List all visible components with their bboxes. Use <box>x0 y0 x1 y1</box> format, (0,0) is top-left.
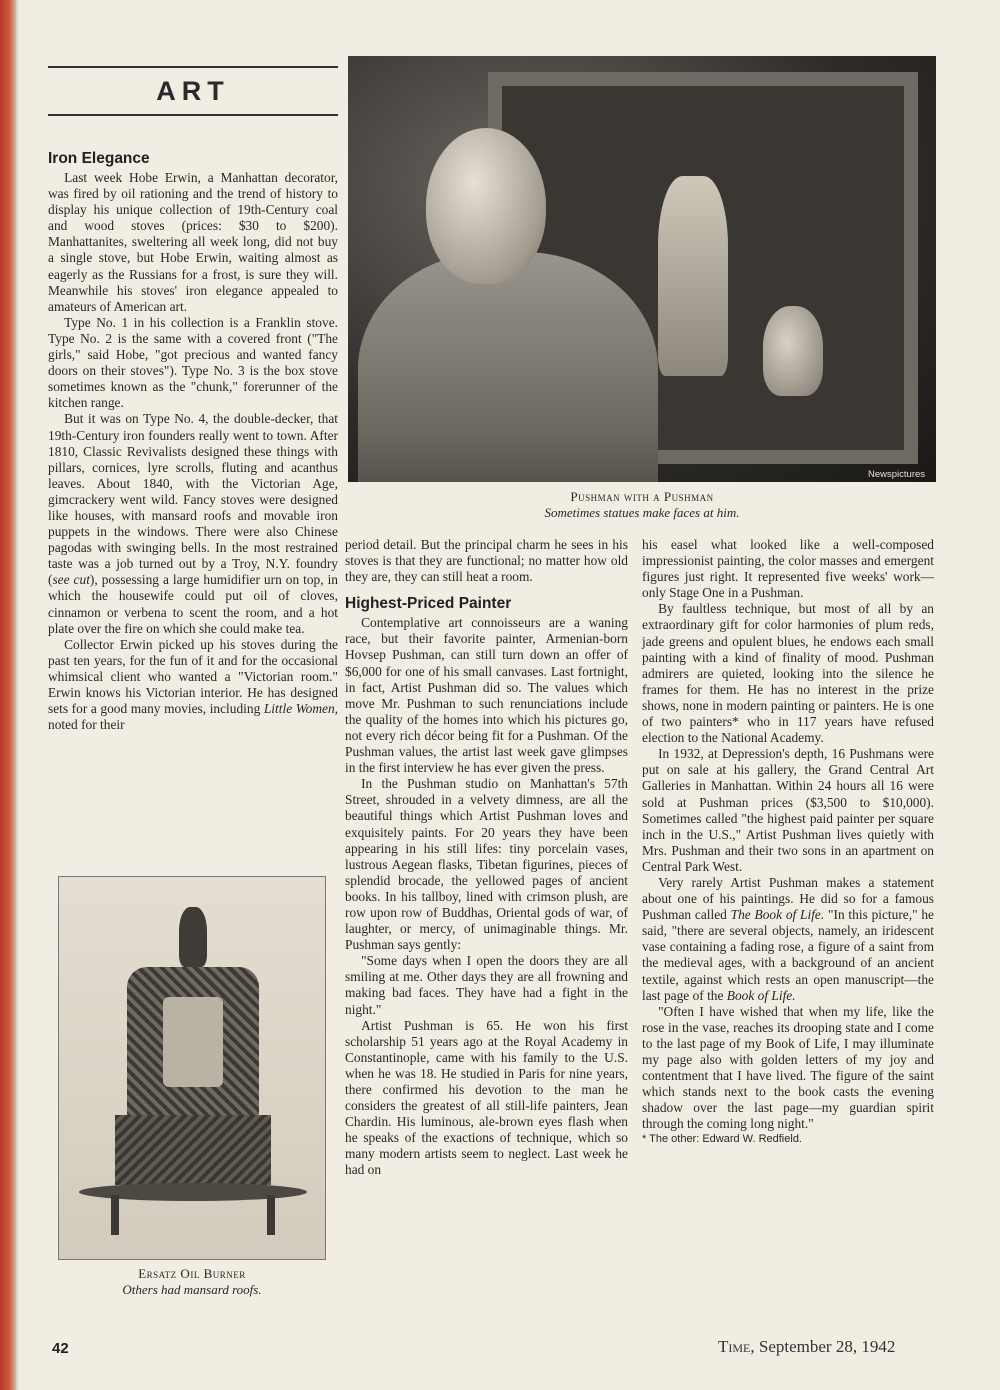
footnote: * The other: Edward W. Redfield. <box>642 1133 802 1146</box>
stove-photo <box>58 876 326 1260</box>
article1-paragraph: Type No. 1 in his collection is a Franklin stove. Type No. 2 is the same with a covered front ("The girls," said Hobe, "got precious and wanted fancy doors on their stoves"). Type No. 3 is the box stove sometimes known as the "chunk," forerunner of the kitchen range. <box>48 314 338 411</box>
stove-urn <box>179 907 207 967</box>
photo1-caption <box>348 489 936 521</box>
magazine-name: Time <box>718 1337 751 1356</box>
article1-paragraph: Last week Hobe Erwin, a Manhattan decorator, was fired by oil rationing and the trend of history to display his unique collection of 19th-Century coal and wood stoves (prices: $30 to $200). Manhattanites, sweltering all week long, did not buy a single stove, but Hobe Erwin, waiting almost as eagerly as the Russians for a frost, is sure they will. Meanwhile his stoves' iron elegance appealed to amateurs of American art. <box>48 170 338 314</box>
stove-leg <box>267 1195 275 1235</box>
magazine-page <box>18 0 1000 1390</box>
article1-paragraph: period detail. But the principal charm he sees in his stoves is that they are functional; no matter how old they are, they can still heat a room. <box>345 537 628 585</box>
article2-paragraph: Contemplative art connoisseurs are a waning race, but their favorite painter, Armenian-born Hovsep Pushman, can still turn down an offer of $6,000 for one of his small canvases. Last fortnight, in fact, Artist Pushman did so. The values which move Mr. Pushman to such renunciations include the quality of the homes into which his pictures go, not every rich décor being fit for a Pushman. Of the Pushman values, the artist last week gave glimpses in the first interview he has ever given the press. <box>345 615 628 776</box>
section-rule-top <box>48 66 338 68</box>
article2-headline: Highest-Priced Painter <box>345 595 512 613</box>
photo2-caption-title: Ersatz Oil Burner <box>138 1266 246 1281</box>
article2-paragraph: In the Pushman studio on Manhattan's 57th Street, shrouded in a velvety dimness, are all the beautiful things which Artist Pushman loves and exquisitely paints. For 20 years they have been appearing in his still lifes: tiny porcelain vases, lustrous Aegean flasks, Tibetan figurines, pieces of splendid brocade, the yellowed pages of ancient books. In his tallboy, lined with crimson plush, are row upon row of Buddhas, Oriental gods of war, of laughter, or mercy, of unimaginable things. Mr. Pushman says gently: <box>345 776 628 953</box>
article2-paragraph: his easel what looked like a well-composed impressionist painting, the color masses and emergent figures just right. It represented five weeks' work—only Stage One in a Pushman. <box>642 537 934 601</box>
page-number: 42 <box>52 1340 69 1357</box>
vase-figure <box>763 306 823 396</box>
pushman-photo <box>348 56 936 482</box>
article2-paragraph: Very rarely Artist Pushman makes a statement about one of his paintings. He did so for a famous Pushman called The Book of Life. "In this picture," he said, "there are several objects, namely, an iridescent vase containing a fading rose, a figure of a saint from the medieval ages, with a background of an ancient textile, against which rests an open manuscript—the last page of the Book of Life. <box>642 874 934 1003</box>
article1-paragraph: But it was on Type No. 4, the double-decker, that 19th-Century iron founders really went to town. After 1810, Classic Revivalists designed these things with pillars, cornices, lyre scrolls, fluting and acanthus leaves. About 1840, with the Victorian Age, gimcrackery went wild. Fancy stoves were designed like houses, with mansard roofs and movable iron puppets in the windows. There were also Chinese pagodas with swinging bells. In the most restrained taste was a job turned out by a Troy, N.Y. foundry (see cut), possessing a large humidifier urn on top, in which the housewife could put oil of cloves, cinnamon or verbena to scent the room, and a hot plate over the fire on which she could make tea. <box>48 411 338 636</box>
stove-window <box>163 997 223 1087</box>
footer <box>718 1337 895 1357</box>
man-head <box>426 128 546 284</box>
article2-paragraph: By faultless technique, but most of all by an extraordinary gift for color harmonies of plum reds, jade greens and opulent blues, he endows each small painting with a kind of finality of mood. Pushman admirers are quieted, looking into the silence he frames for them. He has no interest in the prize shows, none in modern painting or painters. He is one of two painters* who in 117 years have refused election to the National Academy. <box>642 601 934 746</box>
man-body <box>358 252 658 482</box>
article2-paragraph: In 1932, at Depression's depth, 16 Pushmans were put on sale at his gallery, the Grand Central Art Galleries in Manhattan. Within 24 hours all 16 were sold at Pushman prices ($3,500 to $10,000). Sometimes called "the highest paid painter per square inch in the U.S.," Artist Pushman lives quietly with Mrs. Pushman and their two sons in an apartment on Central Park West. <box>642 746 934 874</box>
article1-headline: Iron Elegance <box>48 150 150 167</box>
article2-paragraph: Artist Pushman is 65. He won his first scholarship 51 years ago at the Royal Academy in Constantinople, came with his family to the U.S. when he was 18. He studied in Paris for nine years, there confirmed his devotion to the man he considers the greatest of all still-life painters, Jean Chardin. His luminous, ale-brown eyes flash when he speaks of the exactions of technique, which so many modern artists seem to neglect. Last week he had on <box>345 1017 628 1178</box>
photo2-caption <box>58 1266 326 1298</box>
column-2 <box>345 537 628 1179</box>
statue-figure <box>658 176 728 376</box>
photo1-caption-sub: Sometimes statues make faces at him. <box>544 505 740 520</box>
article2-paragraph: "Some days when I open the doors they are all smiling at me. Other days they are all frowning and making bad faces. They have had a fight in the night." <box>345 953 628 1017</box>
stove-base <box>115 1115 271 1185</box>
article1-paragraph: Collector Erwin picked up his stoves during the past ten years, for the fun of it and for the occasional whimsical client who wanted a "Victorian room." Erwin knows his Victorian interior. He has designed sets for a good many movies, including Little Women, noted for their <box>48 636 338 733</box>
section-title: ART <box>156 76 230 106</box>
column-3 <box>642 537 934 1146</box>
photo2-caption-sub: Others had mansard roofs. <box>122 1282 262 1297</box>
article2-paragraph: "Often I have wished that when my life, like the rose in the vase, reaches its drooping state and I come to the last page of my Book of Life, I may illuminate my page also with golden letters of my joy and contentment that I have lived. The figure of the saint which stands next to the book casts the evening shadow over the last page—my guardian spirit through the coming long night." <box>642 1003 934 1132</box>
stove-leg <box>111 1195 119 1235</box>
issue-date: , September 28, 1942 <box>750 1337 896 1356</box>
page-edge <box>0 0 16 1390</box>
column-1 <box>48 150 338 733</box>
photo-credit: Newspictures <box>868 469 926 480</box>
photo1-caption-title: Pushman with a Pushman <box>570 489 714 504</box>
section-rule-bottom <box>48 114 338 116</box>
